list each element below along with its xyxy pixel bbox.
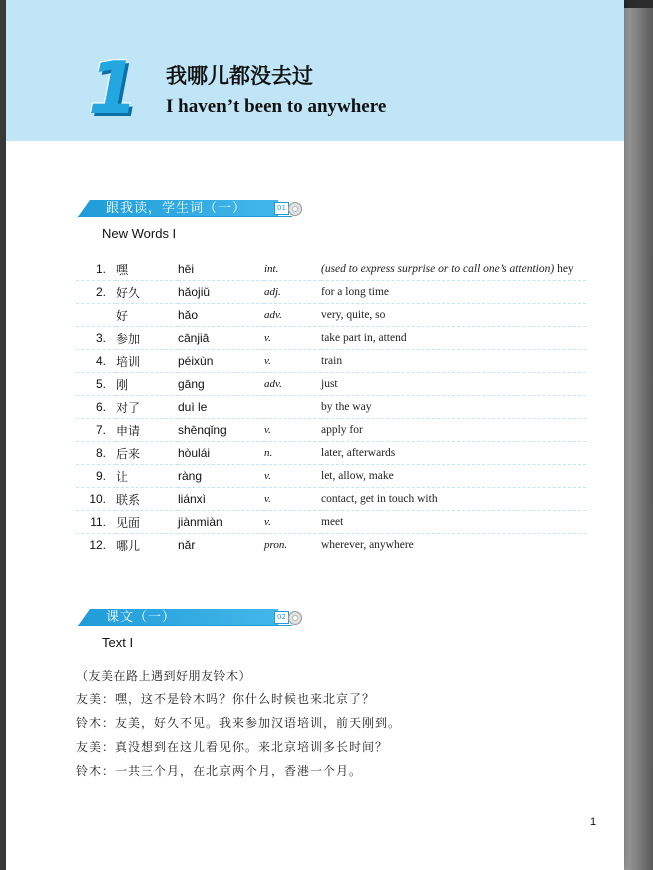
vocab-meaning-text: contact, get in touch with <box>321 493 438 505</box>
vocab-hanzi: 对了 <box>116 396 178 419</box>
vocab-pinyin: hòulái <box>178 442 264 465</box>
vocab-pinyin: hǎojiǔ <box>178 281 264 304</box>
vocab-pinyin: liánxì <box>178 488 264 511</box>
vocab-number: 1. <box>76 258 116 281</box>
section-new-words-banner <box>78 200 300 217</box>
vocab-number: 5. <box>76 373 116 396</box>
vocab-pinyin: gāng <box>178 373 264 396</box>
vocab-row <box>76 281 586 304</box>
vocab-part-of-speech: v. <box>264 419 321 442</box>
vocab-number: 9. <box>76 465 116 488</box>
vocab-hanzi: 好 <box>116 304 178 327</box>
vocab-hanzi: 让 <box>116 465 178 488</box>
vocab-part-of-speech: n. <box>264 442 321 465</box>
vocab-part-of-speech: v. <box>264 465 321 488</box>
dialogue-text <box>76 665 596 783</box>
vocab-hanzi: 哪儿 <box>116 538 141 553</box>
vocab-meaning-text: hey <box>554 263 574 275</box>
vocab-hanzi: 见面 <box>116 511 178 534</box>
vocab-row <box>76 465 586 488</box>
audio-track-number: 01 <box>274 202 289 215</box>
vocab-row <box>76 258 586 281</box>
vocab-meaning-text: by the way <box>321 401 372 413</box>
vocab-number: 3. <box>76 327 116 350</box>
vocab-meaning <box>321 373 586 396</box>
vocab-meaning-text: take part in, attend <box>321 332 407 344</box>
vocab-hanzi: 后来 <box>116 442 178 465</box>
vocab-number: 4. <box>76 350 116 373</box>
vocab-pinyin: nǎr <box>178 538 196 552</box>
lesson-header <box>6 0 624 141</box>
vocab-hanzi: 刚 <box>116 373 178 396</box>
vocab-meaning <box>321 281 586 304</box>
dialogue-line: 铃木：一共三个月，在北京两个月，香港一个月。 <box>76 764 363 778</box>
vocab-part-of-speech: adv. <box>264 304 321 327</box>
vocabulary-table <box>76 258 586 556</box>
vocab-meaning-text: later, afterwards <box>321 447 396 459</box>
vocab-meaning-text: very, quite, so <box>321 309 386 321</box>
vocab-meaning <box>321 419 586 442</box>
vocab-part-of-speech: v. <box>264 350 321 373</box>
page-edge-shadow <box>622 0 653 870</box>
vocab-row <box>76 327 586 350</box>
vocab-part-of-speech: pron. <box>264 539 288 551</box>
vocab-meaning <box>321 465 586 488</box>
audio-cd-icon <box>288 611 302 625</box>
vocab-pinyin: ràng <box>178 465 264 488</box>
vocab-part-of-speech: adj. <box>264 281 321 304</box>
vocab-pinyin: duì le <box>178 396 264 419</box>
vocab-number: 12. <box>89 538 106 552</box>
section-label: 跟我读，学生词（一） <box>106 201 247 216</box>
vocab-meaning-text: just <box>321 378 338 390</box>
vocab-pinyin: cānjiā <box>178 327 264 350</box>
vocab-row <box>76 396 586 419</box>
vocab-meaning <box>321 534 586 557</box>
vocab-meaning <box>321 304 586 327</box>
vocab-hanzi: 好久 <box>116 281 178 304</box>
vocab-number: 7. <box>76 419 116 442</box>
vocab-row <box>76 534 586 557</box>
vocab-meaning <box>321 511 586 534</box>
vocab-row <box>76 350 586 373</box>
page-number: 1 <box>590 816 597 828</box>
vocab-meaning <box>321 396 586 419</box>
vocab-part-of-speech: adv. <box>264 373 321 396</box>
vocab-meaning <box>321 442 586 465</box>
section-label: 课文（一） <box>106 610 177 625</box>
dialogue-line: 友美：真没想到在这儿看见你。来北京培训多长时间？ <box>76 740 389 754</box>
vocab-meaning <box>321 488 586 511</box>
vocab-row <box>76 488 586 511</box>
vocab-row <box>76 304 586 327</box>
vocab-pinyin: jiànmiàn <box>178 511 264 534</box>
vocab-meaning <box>321 327 586 350</box>
vocab-number <box>76 304 116 327</box>
dialogue-line: 友美：嘿，这不是铃木吗？你什么时候也来北京了？ <box>76 692 376 706</box>
vocab-number: 2. <box>76 281 116 304</box>
vocab-number: 6. <box>76 396 116 419</box>
vocab-pinyin: hǎo <box>178 304 264 327</box>
vocab-number: 8. <box>76 442 116 465</box>
audio-cd-icon <box>288 202 302 216</box>
section-subtitle: Text I <box>102 635 134 650</box>
section-subtitle: New Words I <box>102 226 177 241</box>
vocab-meaning-note: (used to express surprise or to call one’s attention) <box>321 263 555 275</box>
vocab-part-of-speech: int. <box>264 258 321 281</box>
vocab-pinyin: péixùn <box>178 350 264 373</box>
vocab-meaning <box>321 258 586 281</box>
vocab-part-of-speech <box>264 396 321 419</box>
dialogue-line: 铃木：友美，好久不见。我来参加汉语培训，前天刚到。 <box>76 716 402 730</box>
vocab-row <box>76 419 586 442</box>
vocab-hanzi: 申请 <box>116 419 178 442</box>
vocab-meaning-text: train <box>321 355 343 367</box>
vocab-hanzi: 嘿 <box>116 258 178 281</box>
vocab-number: 11. <box>76 511 116 534</box>
vocab-meaning-text: apply for <box>321 424 363 436</box>
section-text-banner <box>78 609 300 626</box>
scene-description: （友美在路上遇到好朋友铃木） <box>76 669 252 683</box>
vocab-meaning-text: meet <box>321 516 344 528</box>
vocab-part-of-speech: v. <box>264 511 321 534</box>
lesson-number: 1 <box>88 46 139 130</box>
vocab-pinyin: hēi <box>178 258 264 281</box>
lesson-title-chinese: 我哪儿都没去过 <box>166 64 313 88</box>
vocab-hanzi: 参加 <box>116 327 178 350</box>
vocab-hanzi: 培训 <box>116 350 178 373</box>
vocab-meaning <box>321 350 586 373</box>
vocab-part-of-speech: v. <box>264 488 321 511</box>
vocab-pinyin: shēnqǐng <box>178 419 264 442</box>
vocab-number: 10. <box>76 488 116 511</box>
vocab-meaning-text: wherever, anywhere <box>321 539 414 551</box>
lesson-title-english: I haven’t been to anywhere <box>166 96 387 117</box>
vocab-row <box>76 373 586 396</box>
vocab-hanzi: 联系 <box>116 488 178 511</box>
vocab-meaning-text: let, allow, make <box>321 470 394 482</box>
vocab-row <box>76 442 586 465</box>
vocab-part-of-speech: v. <box>264 327 321 350</box>
audio-track-number: 02 <box>274 611 289 624</box>
vocab-meaning-text: for a long time <box>321 286 390 298</box>
vocab-row <box>76 511 586 534</box>
textbook-page <box>6 0 624 870</box>
